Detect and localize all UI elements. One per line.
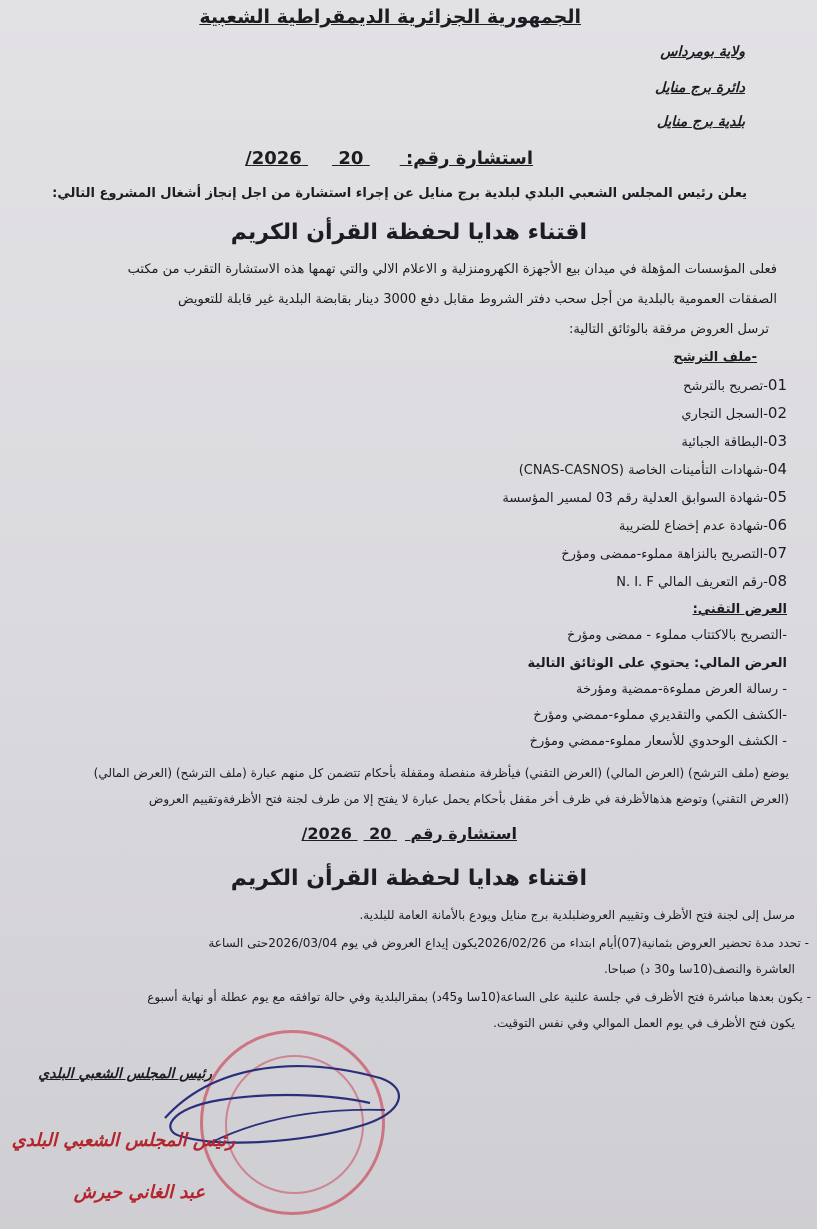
file-item [681,432,787,450]
opening-line-1: مرسل إلى لجنة فتح الأظرف وتقييم العروضلبلدية برج منايل ويودع بالأمانة العامة للبلدية. [359,908,795,922]
opening-line-5: يكون فتح الأظرف في يوم العمل الموالي وفي نفس التوقيت. [493,1016,795,1030]
file-item-number: 02 [767,404,787,422]
file-item-number: 04 [767,460,787,478]
file-item [619,516,787,534]
opening-line-4: - يكون بعدها مباشرة فتح الأظرف في جلسة علنية على الساعة(10سا و45د) بمقرالبلدية وفي حالة توافقه مع يوم عطلة أو نهاية أسبوع [147,990,811,1004]
consultation-year: 2026/ [245,148,302,169]
opening-line-3: العاشرة والنصف(10سا و30 د) صباحا. [603,962,795,976]
financial-offer-item: - الكشف الوحدوي للأسعار مملوء-ممضي ومؤرخ [529,734,787,749]
file-item-text: -التصريح بالنزاهة مملوء-ممضى ومؤرخ [561,547,768,562]
signature-title: رئيس المجلس الشعبي البلدي [38,1066,212,1082]
file-item-number: 05 [767,488,787,506]
wilaya-label: ولاية بومرداس [660,44,745,60]
consultation-number-2: 20 [369,824,392,843]
paragraph-line-1: فعلى المؤسسات المؤهلة في ميدان بيع الأجهزة الكهرومنزلية و الاعلام الالي والتي تهمها هذه الاستشارة التقرب من مكتب [127,262,777,277]
consultation-heading-2 [302,824,517,843]
file-item-text: -رقم التعريف المالي N. I. F [616,575,768,590]
consultation-heading [245,148,533,169]
project-title: اقتناء هدايا لحفظة القرأن الكريم [230,220,587,245]
file-item-text: -البطاقة الجبائية [681,435,768,450]
technical-offer-item: -التصريح بالاكتتاب مملوء - ممضى ومؤرخ [566,628,787,643]
file-item [681,404,787,422]
signature-red-name: عبد الغاني حيرش [73,1182,205,1203]
file-item [561,544,787,562]
financial-offer-item: - رسالة العرض مملوءة-ممضية ومؤرخة [575,682,787,697]
paragraph-line-2: الصفقات العمومية بالبلدية من أجل سحب دفتر الشروط مقابل دفع 3000 دينار بقابضة البلدية غير قابلة للتعويض [177,292,777,307]
opening-line-2: - تحدد مدة تحضير العروض بثمانية(07)أيام ابتداء من 2026/02/26يكون إيداع العروض في يوم 2026/03/04حتى الساعة [208,936,809,950]
candidacy-file-title: -ملف الترشح [673,350,757,365]
file-item-text: -شهادات التأمينات الخاصة (CNAS-CASNOS) [518,463,768,478]
consultation-heading-2-label: استشارة رقم [410,824,517,843]
announcement-intro: يعلن رئيس المجلس الشعبي البلدي لبلدية برج منايل عن إجراء استشارة من اجل إنجاز أشغال المشروع التالي: [52,186,747,201]
consultation-heading-label: استشارة رقم: [405,148,533,169]
daira-label: دائرة برج منايل [655,80,745,96]
project-title-2: اقتناء هدايا لحفظة القرأن الكريم [230,866,587,891]
paragraph-line-3: ترسل العروض مرفقة بالوثائق التالية: [569,322,769,337]
file-item-number: 01 [767,376,787,394]
file-item-text: -السجل التجاري [681,407,768,422]
file-item-text: -شهادة السوابق العدلية رقم 03 لمسير المؤسسة [502,491,768,506]
signature-red-title: رئيس المجلس الشعبي البلدي [11,1130,235,1151]
file-item-number: 03 [767,432,787,450]
file-item [519,460,787,478]
file-item-number: 08 [767,572,787,590]
envelope-instructions-2: (العرض التقني) وتوضع هذهالأظرفة في ظرف أخر مقفل بأحكام يحمل عبارة لا يفتح إلا من طرف لجنة فتح الأظرفةوتقييم العروض [148,792,789,806]
commune-label: بلدية برج منايل [656,114,745,130]
file-item-number: 07 [767,544,787,562]
file-item-text: -تصريح بالترشح [683,379,768,394]
file-item-number: 06 [767,516,787,534]
file-item-text: -شهادة عدم إخضاع للضريبة [618,519,768,534]
financial-offer-item: -الكشف الكمي والتقديري مملوء-ممضي ومؤرخ [533,708,787,723]
envelope-instructions-1: يوضع (ملف الترشح) (العرض المالي) (العرض التقني) فيأظرفة منفصلة ومقفلة بأحكام تتضمن كل منهم عبارة (ملف الترشح) (العرض المالي) [93,766,789,780]
consultation-number: 20 [338,148,364,169]
file-item [683,376,787,394]
consultation-year-2: 2026/ [301,824,352,843]
technical-offer-title: العرض التقني: [692,602,787,617]
file-item [616,572,787,590]
republic-title: الجمهورية الجزائرية الديمقراطية الشعبية [199,6,581,28]
financial-offer-title: العرض المالي: يحتوي على الوثائق التالية [527,656,787,671]
file-item [502,488,787,506]
